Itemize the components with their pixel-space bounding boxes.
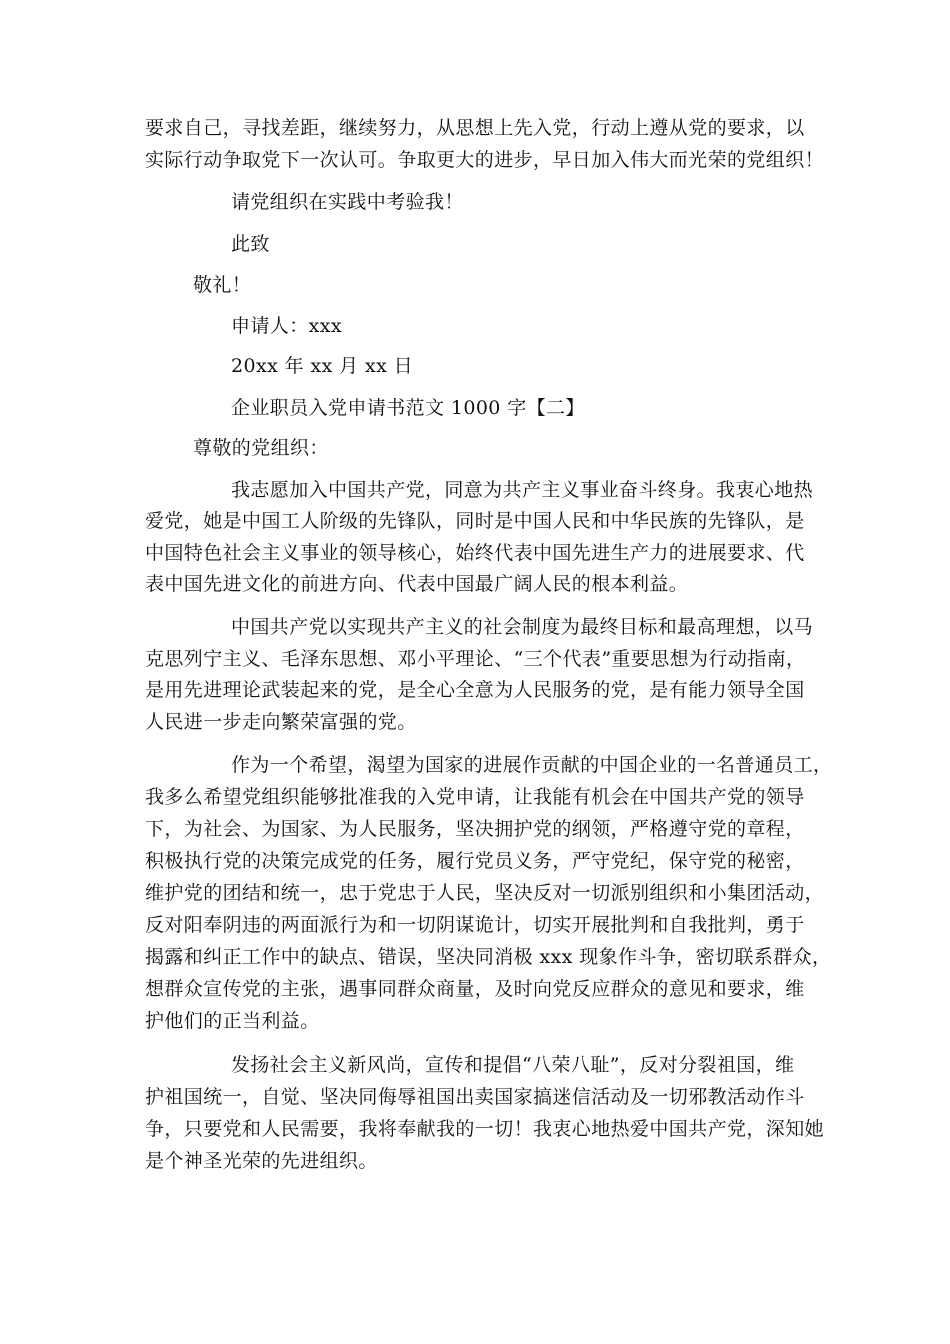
paragraph-line: 中国特色社会主义事业的领导核心，始终代表中国先进生产力的进展要求、代 (145, 542, 805, 564)
paragraph-line: 护他们的正当利益。 (145, 1010, 320, 1032)
paragraph-line: 是个神圣光荣的先进组织。 (145, 1150, 378, 1172)
section-title: 企业职员入党申请书范文 1000 字【二】 (231, 397, 585, 419)
paragraph-line: 作为一个希望，渴望为国家的进展作贡献的中国企业的一名普通员工， (231, 754, 833, 776)
salutation-line: 此致 (231, 233, 270, 255)
salutation-line: 敬礼！ (193, 274, 252, 296)
paragraph-line: 中国共产党以实现共产主义的社会制度为最终目标和最高理想，以马 (231, 616, 814, 638)
paragraph-line: 我多么希望党组织能够批准我的入党申请，让我能有机会在中国共产党的领导 (145, 786, 805, 808)
paragraph-line: 发扬社会主义新风尚，宣传和提倡“八荣八耻”，反对分裂祖国，维 (231, 1054, 795, 1076)
paragraph-line: 想群众宣传党的主张，遇事同群众商量，及时向党反应群众的意见和要求，维 (145, 978, 805, 1000)
paragraph-line: 揭露和纠正工作中的缺点、错误，坚决同消极 xxx 现象作斗争，密切联系群众， (145, 946, 832, 968)
paragraph-line: 反对阳奉阴违的两面派行为和一切阴谋诡计，切实开展批判和自我批判，勇于 (145, 914, 805, 936)
paragraph-line: 争，只要党和人民需要，我将奉献我的一切！我衷心地热爱中国共产党，深知她 (145, 1118, 825, 1140)
test-request-line: 请党组织在实践中考验我！ (231, 191, 464, 213)
paragraph-line: 表中国先进文化的前进方向、代表中国最广阔人民的根本利益。 (145, 573, 689, 595)
paragraph-line: 人民进一步走向繁荣富强的党。 (145, 711, 417, 733)
greeting-line: 尊敬的党组织： (193, 437, 329, 459)
text-line: 要求自己，寻找差距，继续努力，从思想上先入党，行动上遵从党的要求，以 (145, 117, 805, 139)
paragraph-line: 护祖国统一，自觉、坚决同侮辱祖国出卖国家搞迷信活动及一切邪教活动作斗 (145, 1086, 805, 1108)
paragraph-line: 我志愿加入中国共产党，同意为共产主义事业奋斗终身。我衷心地热 (231, 479, 814, 501)
paragraph-line: 下，为社会、为国家、为人民服务，坚决拥护党的纲领，严格遵守党的章程， (145, 818, 805, 840)
paragraph-line: 克思列宁主义、毛泽东思想、邓小平理论、“三个代表”重要思想为行动指南， (145, 648, 806, 670)
paragraph-line: 积极执行党的决策完成党的任务，履行党员义务，严守党纪，保守党的秘密， (145, 850, 805, 872)
applicant-line: 申请人：xxx (231, 315, 342, 337)
paragraph-line: 是用先进理论武装起来的党，是全心全意为人民服务的党，是有能力领导全国 (145, 679, 805, 701)
paragraph-line: 爱党，她是中国工人阶级的先锋队，同时是中国人民和中华民族的先锋队，是 (145, 510, 805, 532)
paragraph-line: 维护党的团结和统一，忠于党忠于人民，坚决反对一切派别组织和小集团活动， (145, 882, 825, 904)
text-line: 实际行动争取党下一次认可。争取更大的进步，早日加入伟大而光荣的党组织！ (145, 149, 825, 171)
date-line: 20xx 年 xx 月 xx 日 (231, 355, 414, 377)
